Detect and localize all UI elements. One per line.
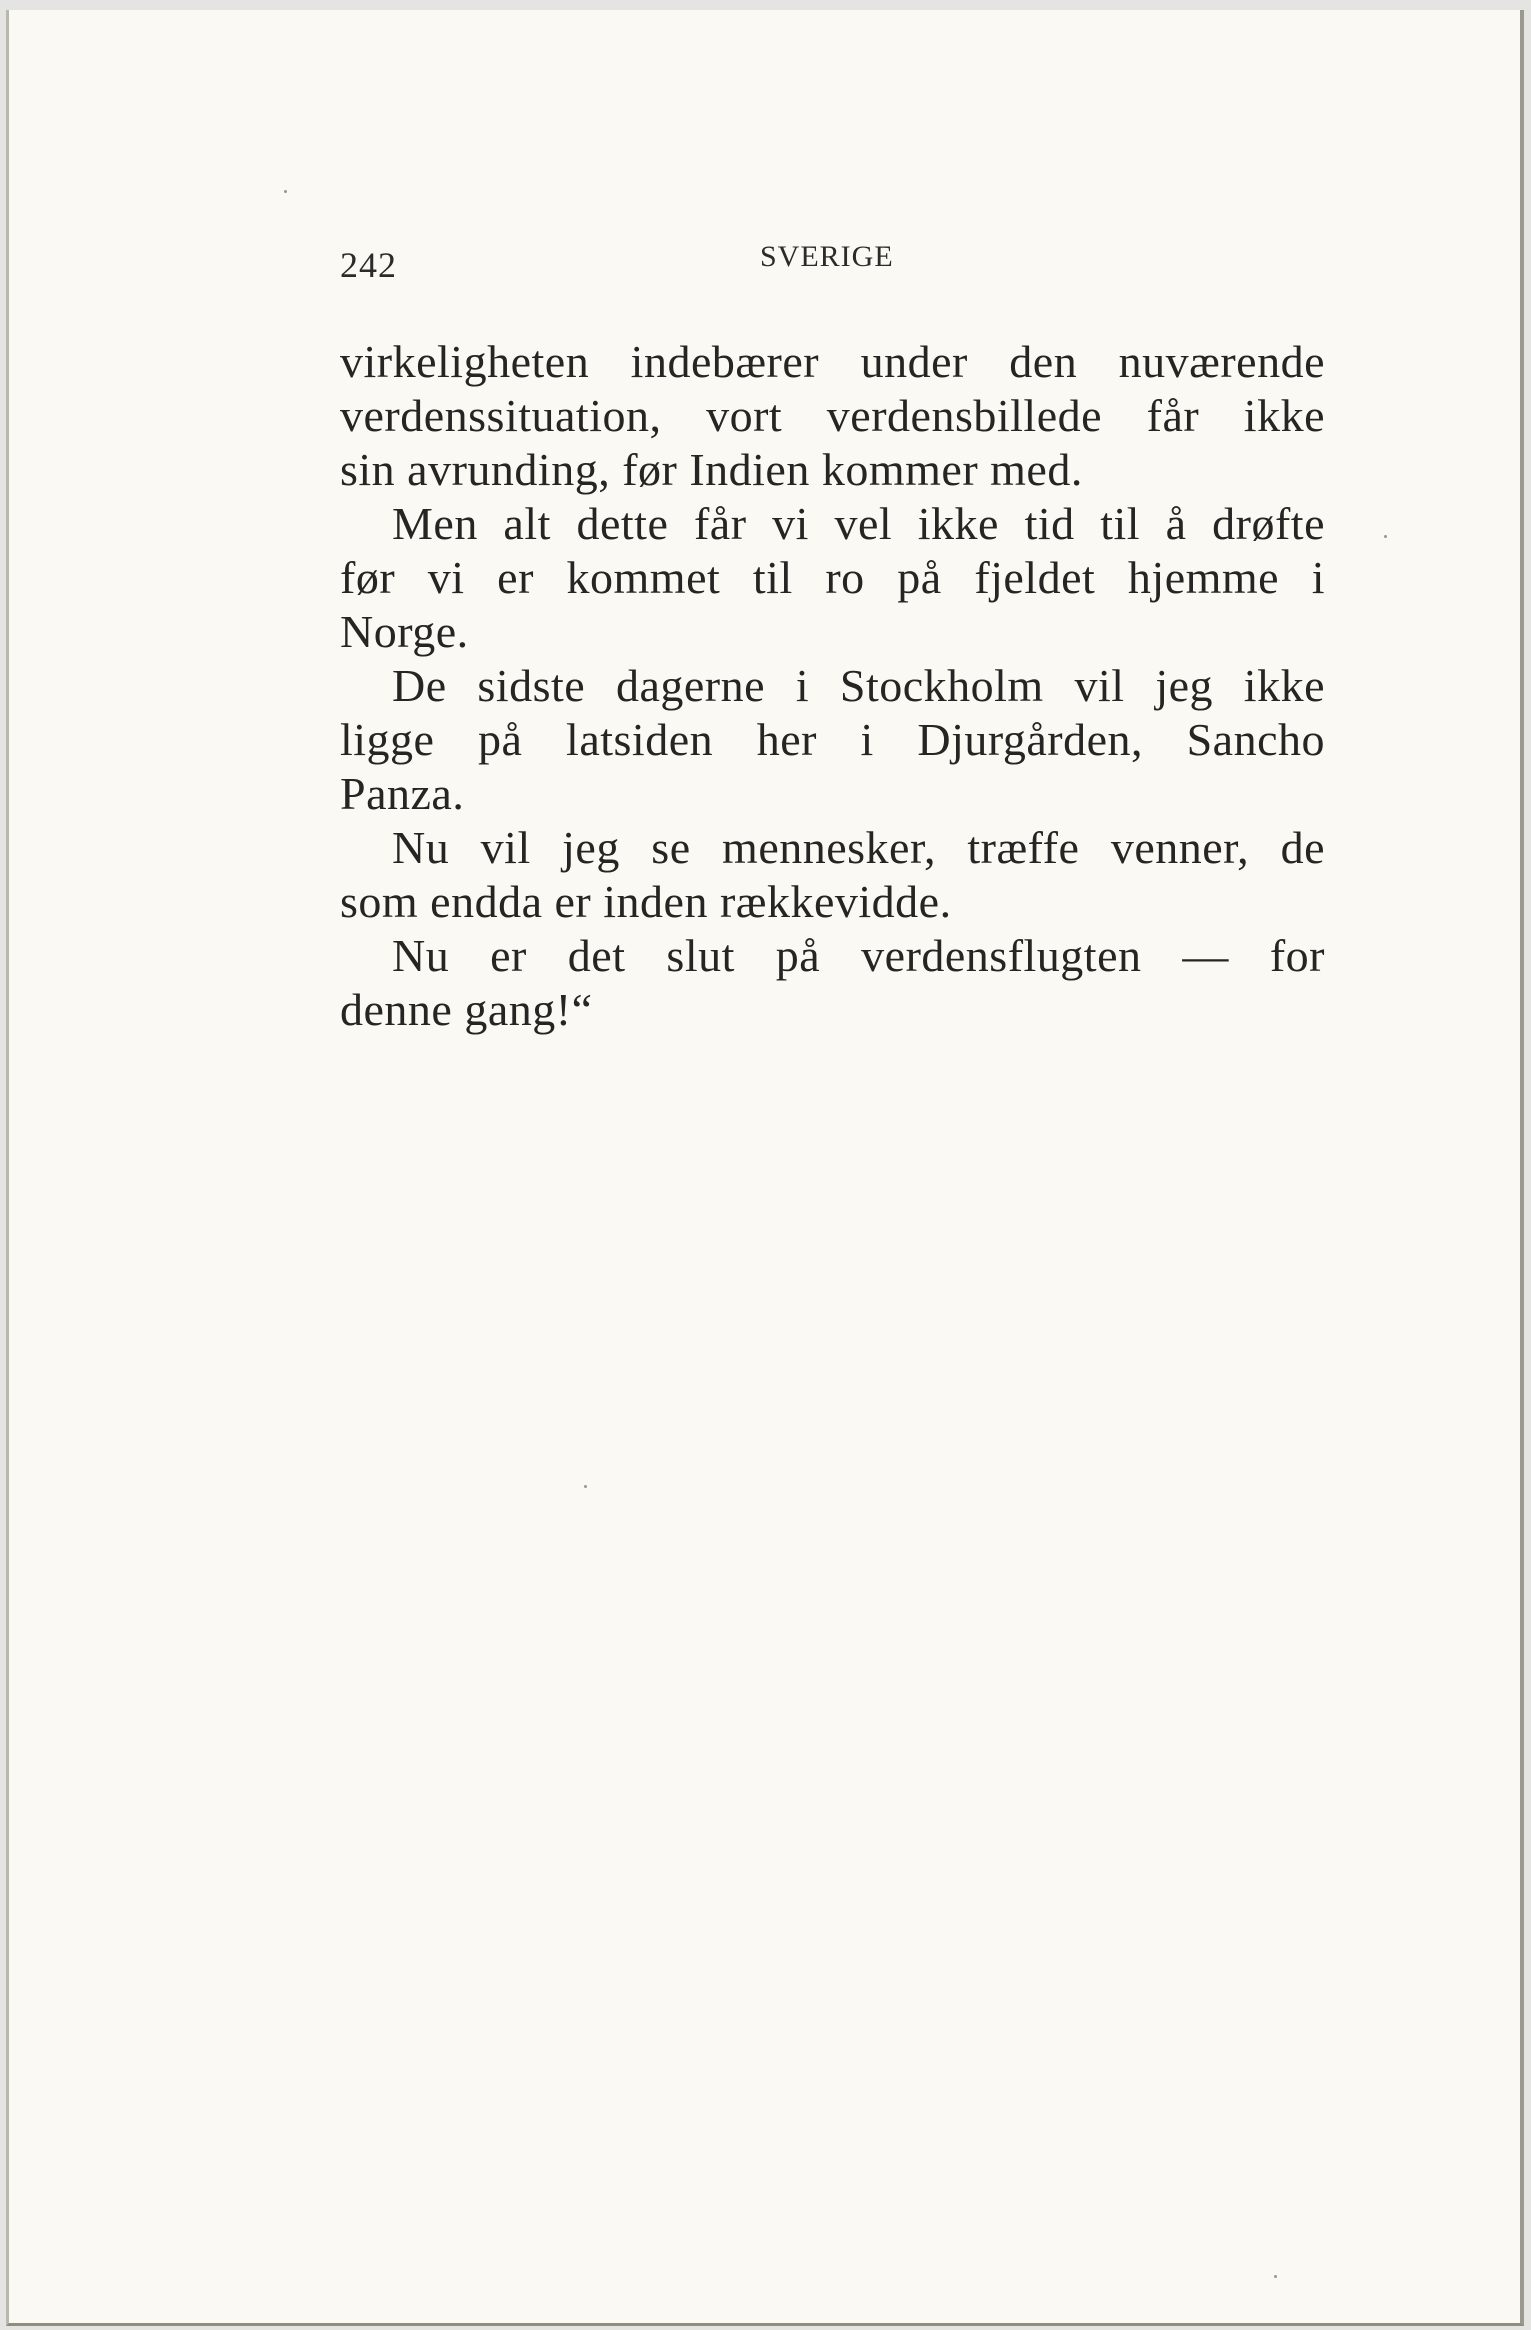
text-line: ligge på latsiden her i Djurgården, Sancho <box>340 714 1325 765</box>
text-line: virkeligheten indebærer under den nuværende <box>340 336 1325 387</box>
running-head <box>340 240 1330 290</box>
paper-speck <box>1274 2275 1277 2278</box>
text-line: Men alt dette får vi vel ikke tid til å drøfte <box>392 498 1325 549</box>
running-title: SVERIGE <box>760 240 894 273</box>
text-line: Nu er det slut på verdensflugten — for <box>392 930 1325 981</box>
text-line: Nu vil jeg se mennesker, træffe venner, de <box>392 822 1325 873</box>
paper-speck <box>584 1485 587 1488</box>
text-line: denne gang!“ <box>340 984 593 1035</box>
text-line: verdenssituation, vort verdensbillede får ikke <box>340 390 1325 441</box>
text-line: som endda er inden rækkevidde. <box>340 876 952 927</box>
body-text <box>340 335 1325 1037</box>
text-line: før vi er kommet til ro på fjeldet hjemme i <box>340 552 1325 603</box>
text-line: Norge. <box>340 606 469 657</box>
paper-speck <box>1384 535 1387 538</box>
text-line: sin avrunding, før Indien kommer med. <box>340 444 1083 495</box>
text-line: De sidste dagerne i Stockholm vil jeg ikke <box>392 660 1325 711</box>
paper-speck <box>284 190 287 193</box>
text-line: Panza. <box>340 768 465 819</box>
page-number: 242 <box>340 245 397 285</box>
